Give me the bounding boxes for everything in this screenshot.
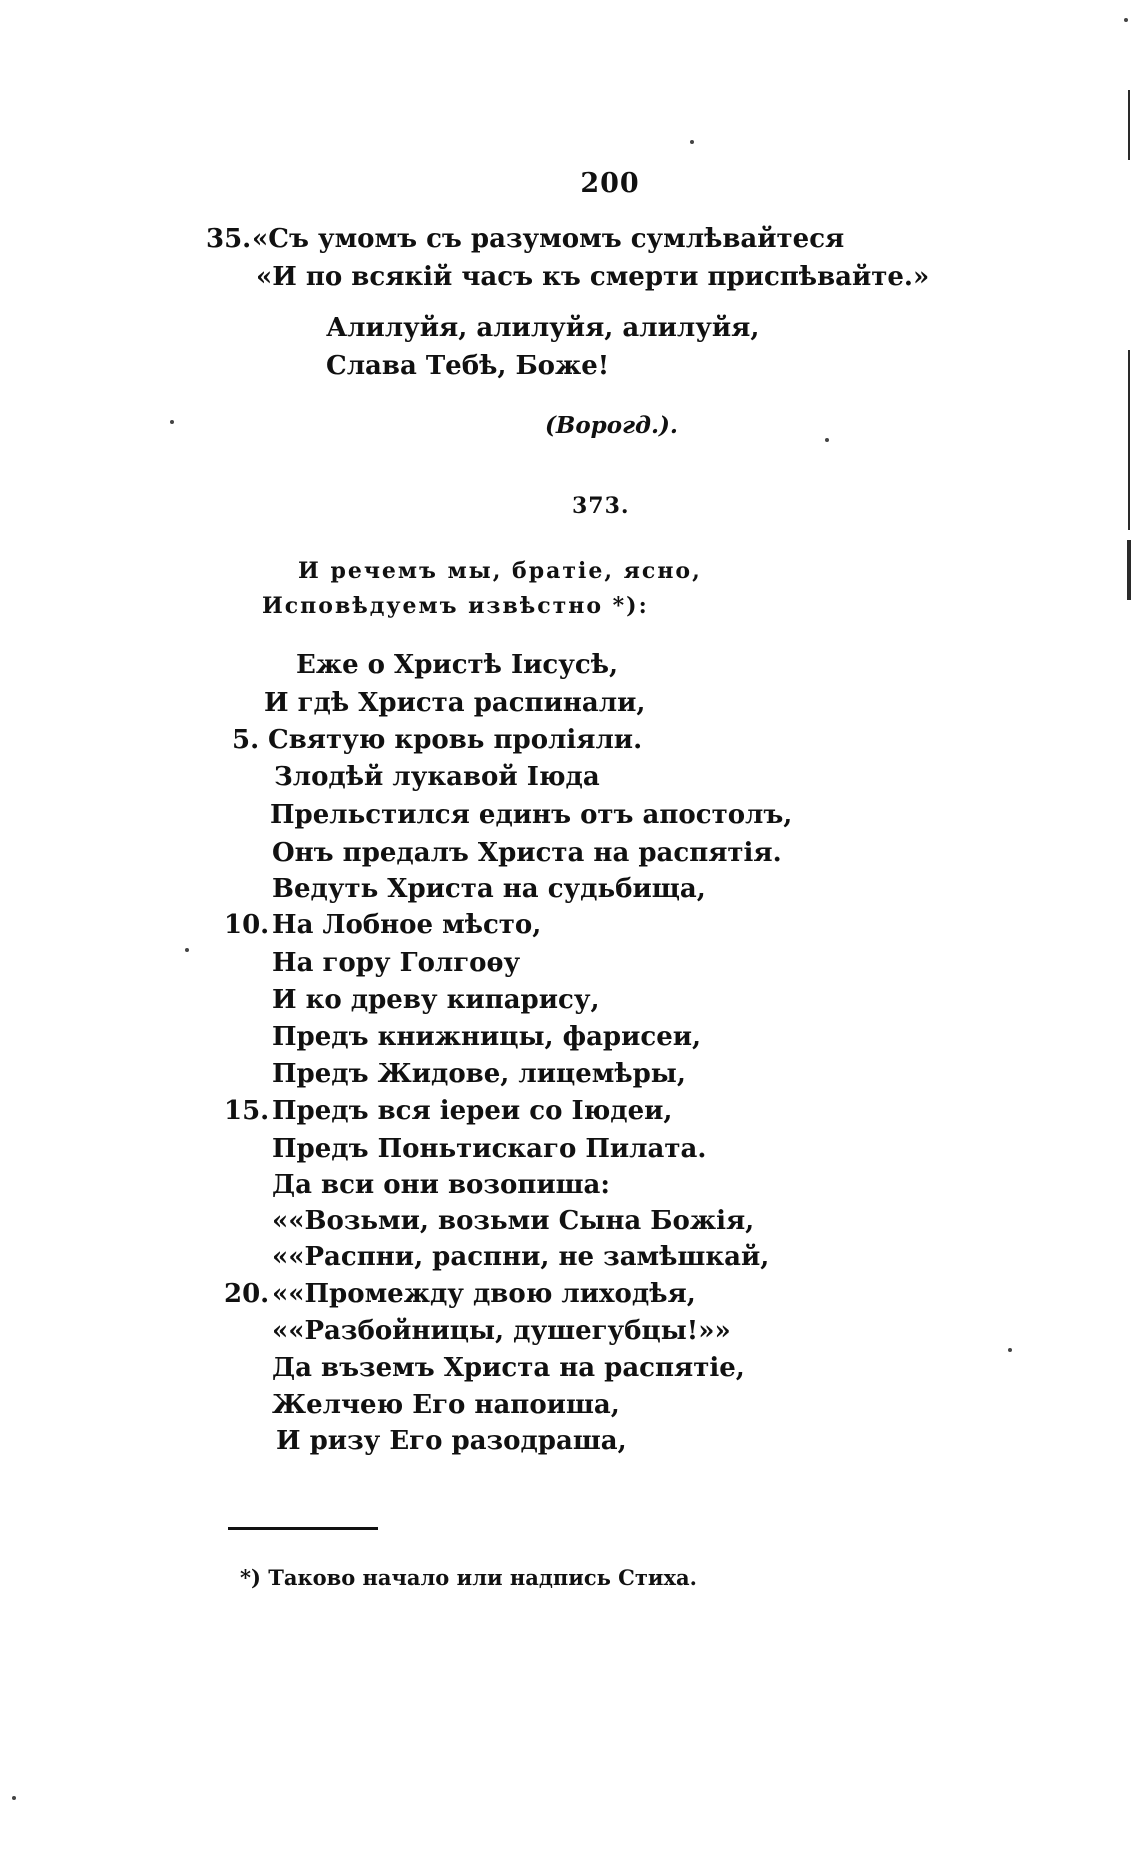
line-number: 20. [224, 1279, 270, 1309]
scan-speck [690, 140, 694, 144]
verse-line: На Лобное мѣсто, [272, 910, 542, 940]
verse-line: Да въземъ Христа на распятіе, [272, 1353, 745, 1383]
refrain-line: Алилуйя, алилуйя, алилуйя, [326, 313, 760, 343]
scan-speck [170, 420, 174, 424]
verse-line: ««Разбойницы, душегубцы!»» [272, 1316, 731, 1346]
verse-line: И ко древу кипарису, [272, 985, 600, 1015]
verse-line: На гору Голгоѳу [272, 948, 521, 978]
verse-line: Желчею Его напоиша, [272, 1390, 620, 1420]
intro-line: Исповѣдуемъ извѣстно *): [262, 593, 649, 619]
verse-line: Святую кровь проліяли. [268, 725, 643, 755]
scan-speck [185, 948, 189, 952]
scan-edge-mark [1128, 90, 1130, 160]
scan-speck [825, 438, 829, 442]
verse-line: Еже о Христѣ Іисусѣ, [296, 650, 619, 680]
line-number: 35. [206, 224, 252, 254]
verse-line: Прельстился единъ отъ апостолъ, [270, 800, 793, 830]
line-number: 5. [232, 725, 260, 755]
song-number: 373. [572, 493, 630, 519]
line-number: 15. [224, 1096, 270, 1126]
scan-edge-mark [1128, 350, 1130, 530]
verse-line: И ризу Его разодраша, [276, 1426, 627, 1456]
verse-line: Предъ книжницы, фарисеи, [272, 1022, 702, 1052]
page-number: 200 [580, 168, 640, 199]
verse-line: «Съ умомъ съ разумомъ сумлѣвайтеся [252, 224, 845, 254]
verse-line: Предъ Поньтискаго Пилата. [272, 1134, 707, 1164]
verse-line: Предъ вся іереи со Іюдеи, [272, 1096, 673, 1126]
intro-line: И речемъ мы, братіе, ясно, [298, 558, 702, 584]
scan-edge-mark [1127, 540, 1131, 600]
verse-line: И гдѣ Христа распинали, [264, 688, 646, 718]
verse-line: ««Распни, распни, не замѣшкай, [272, 1242, 770, 1272]
footnote: *) Таково начало или надпись Стиха. [240, 1565, 697, 1590]
verse-line: Онъ предалъ Христа на распятія. [272, 838, 782, 868]
scan-speck [1124, 18, 1128, 22]
source-note: (Ворогд.). [545, 412, 678, 439]
verse-line: ««Возьми, возьми Сына Божія, [272, 1206, 755, 1236]
verse-line: ««Промежду двою лиходѣя, [272, 1279, 696, 1309]
verse-line: «И по всякій часъ къ смерти приспѣвайте.» [256, 262, 930, 292]
scan-speck [12, 1796, 16, 1800]
footnote-divider [228, 1527, 378, 1530]
verse-line: Предъ Жидове, лицемѣры, [272, 1059, 686, 1089]
verse-line: Да вси они возопиша: [272, 1170, 610, 1200]
scan-speck [1008, 1348, 1012, 1352]
verse-line: Ведуть Христа на судьбища, [272, 874, 706, 904]
line-number: 10. [224, 910, 270, 940]
verse-line: Злодѣй лукавой Іюда [274, 762, 600, 792]
refrain-line: Слава Тебѣ, Боже! [326, 351, 610, 381]
